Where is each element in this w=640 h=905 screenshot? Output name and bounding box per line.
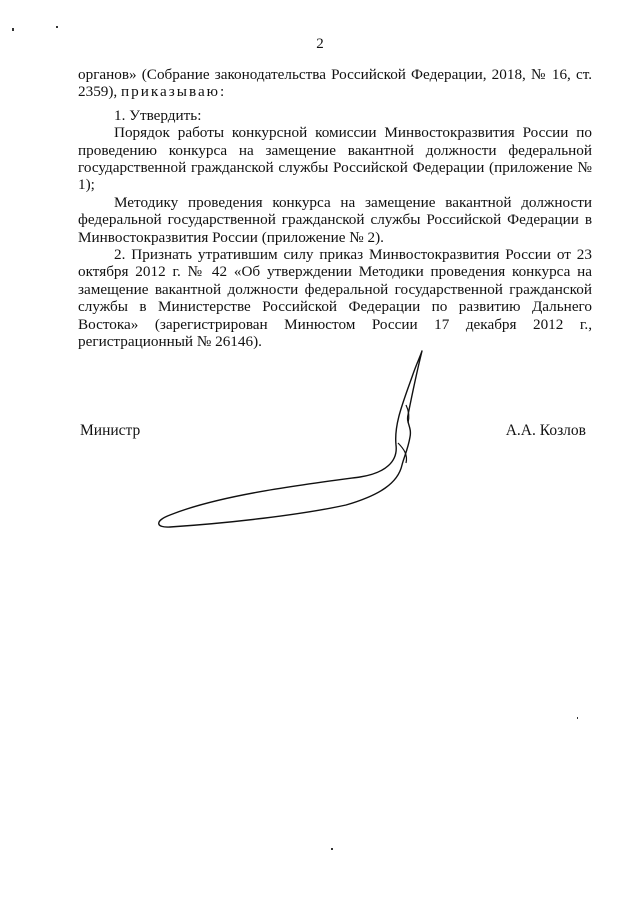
scan-speck	[12, 28, 14, 31]
scan-speck	[577, 717, 578, 719]
signatory-title: Министр	[80, 422, 141, 439]
item-1-a: Порядок работы конкурсной комиссии Минвостокразвития России по проведению конкурса на замещение вакантной должности федеральной государственной гражданской службы Российской Федерации (приложение № 1);	[78, 124, 592, 194]
scan-speck	[331, 848, 333, 850]
item-1-b: Методику проведения конкурса на замещение вакантной должности федеральной государственной гражданской службы Российской Федерации в Минвостокразвития России (приложение № 2).	[78, 193, 592, 246]
item-2: 2. Признать утратившим силу приказ Минвостокразвития России от 23 октября 2012 г. № 42 «Об утверждении Методики проведения конкурса на замещение вакантной должности федеральной государственной гражданской службы в Министерстве Российской Федерации по развитию Дальнего Востока» (зарегистрирован Минюстом России 17 декабря 2012 г., регистрационный № 26146).	[78, 246, 592, 351]
signatory-name: А.А. Козлов	[505, 422, 586, 439]
order-word: приказываю:	[121, 83, 227, 101]
scan-speck	[56, 26, 58, 28]
intro-paragraph	[78, 66, 592, 101]
page-number: 2	[316, 36, 324, 52]
intro-text: органов» (Собрание законодательства Российской Федерации, 2018, № 16, ст. 2359),	[78, 66, 592, 101]
handwritten-signature	[150, 345, 440, 535]
item-1-heading: 1. Утвердить:	[114, 106, 202, 124]
document-body	[78, 66, 592, 351]
